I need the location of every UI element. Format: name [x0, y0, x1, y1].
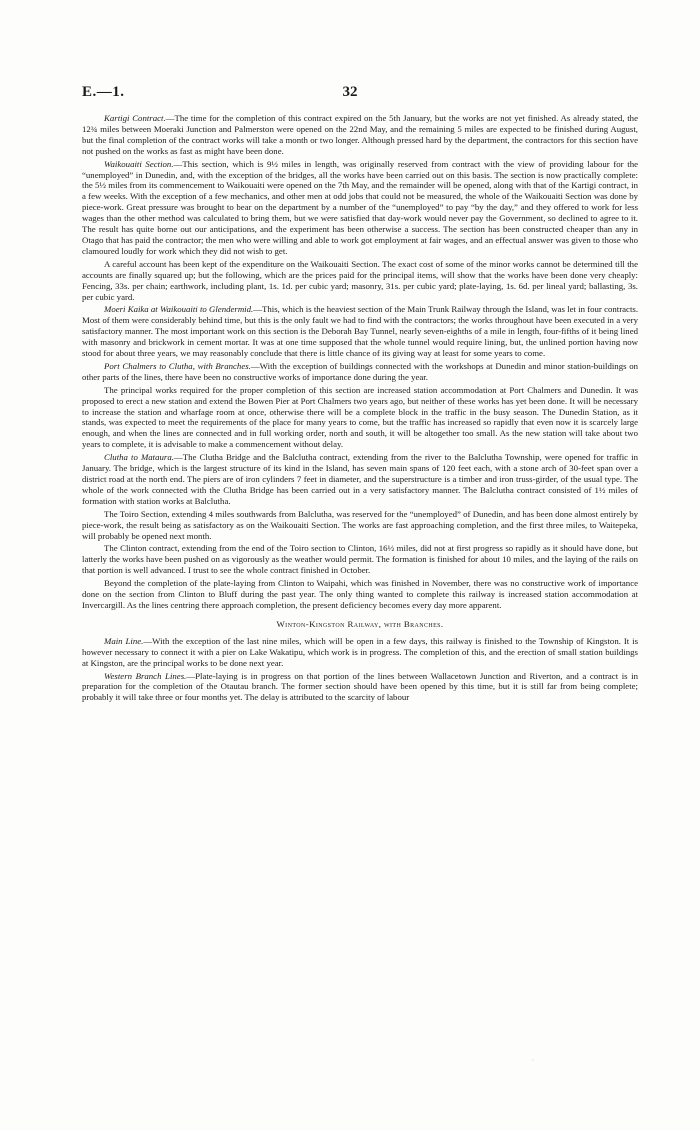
paragraph-text: —With the exception of buildings connected with the workshops at Dunedin and minor station-buildings on other parts of the lines, there have been no constructive works of importance done during the year.	[82, 360, 639, 382]
paragraph	[82, 159, 638, 257]
paragraph	[82, 509, 638, 542]
paragraph	[82, 636, 638, 669]
paragraph	[82, 361, 638, 383]
paragraph-text: A careful account has been kept of the expenditure on the Waikouaiti Section. The exact cost of some of the minor works cannot be determined till the accounts are finally squared up; but the following, which are the prices paid for the principal items, will show that the works have been done very cheaply: Fencing, 33s. per chain; earthwork, including plant, 1s. 1d. per cubic yard; masonry, 31s. per cubic yard; plate-laying, 1s. 6d. per lineal yard; ballasting, 3s. per cubic yard.	[82, 258, 638, 302]
paragraph	[82, 578, 638, 611]
paragraph-lead: Kartigi Contract.	[104, 113, 166, 123]
paragraph-lead: Moeri Kaika at Waikouaiti to Glendermid.	[104, 304, 254, 315]
paragraph-text: —This section, which is 9½ miles in length, was originally reserved from contract with the view of providing labour for the “unemployed” in Dunedin, and, with the exception of the bridges, all the works have been carried out on this basis. The section is now practically complete: the 5½ miles from its commencement to Waikouaiti were opened on the 7th May, and the remainder will be opened, along with that of the Kartigi contract, in a few weeks. With the exception of a few mechanics, and other men at odd jobs that could not be measured, the whole of the Waikouaiti Section was done by piece-work. Great pressure was brought to bear on the department by a number of the “unemployed” to pay “by the day,” and they offered to work for less wages than the other method was calculated to bring them, but we were satisfied that day-work would never pay the Government, so declined to agree to it. The result has quite borne out our anticipations, and the experiment has been otherwise a success. The section has been constructed cheaper than any in Otago that has paid the contractor; the men who were willing and able to work got employment at fair wages, and an effectual answer was given to those who clamoured loudly for work which they did not wish to get.	[82, 158, 638, 256]
paragraph-text: —This, which is the heaviest section of the Main Trunk Railway through the Island, was let in four contracts. Most of them were considerably behind time, but this is the only fault we had to find with the contractors; the works throughout have been executed in a very satisfactory manner. The most important work on this section is the Deborah Bay Tunnel, nearly seven-eighths of a mile in length, four-fifths of it being lined with masonry and brickwork in cement mortar. It was at one time supposed that the whole tunnel would require lining, but, the unlined portion having now stood for about three years, we may reasonably conclude that there is little chance of its giving way at least for some years to come.	[82, 304, 639, 359]
document-body	[82, 113, 638, 703]
paragraph-lead: Western Branch Lines.	[104, 670, 187, 681]
paragraph	[82, 671, 638, 704]
paragraph-text: The Clinton contract, extending from the end of the Toiro section to Clinton, 16½ miles, did not at first progress so rapidly as it should have done, but latterly the works have been pushed on as vigorously as the weather would permit. The formation is finished for about 10 miles, and the laying of the rails on that portion is well advanced. I trust to see the whole contract finished in October.	[82, 543, 638, 576]
paragraph-text: —With the exception of the last nine miles, which will be open in a few days, this railway is finished to the Township of Kingston. It is however necessary to connect it with a pier on Lake Wakatipu, which work is in progress. The completion of this, and the erection of small station buildings at Kingston, are the principal works to be done next year.	[82, 635, 638, 668]
paragraph-lead: Waikouaiti Section.	[104, 158, 174, 169]
paragraph	[82, 259, 638, 303]
paragraph	[82, 385, 638, 450]
paragraph	[82, 543, 638, 576]
paragraph-text: Beyond the completion of the plate-laying from Clinton to Waipahi, which was finished in November, there was no constructive work of importance done on the section from Clinton to Bluff during the past year. The only thing wanted to complete this railway is increased station accommodation at Invercargill. As the lines centring there approach completion, the present deficiency becomes every day more apparent.	[82, 578, 638, 610]
paragraph-text: The principal works required for the proper completion of this section are increased station accommodation at Port Chalmers and Dunedin. It was proposed to erect a new station and extend the Bowen Pier at Port Chalmers two years ago, but neither of these works has yet been done. It will be necessary to increase the station and wharfage room at once, otherwise there will be a complete block in the traffic in the busy season. The Dunedin Station, as it stands, was expected to meet the requirements of the place for many years to come, but the traffic has increased so rapidly that even now it is scarcely large enough, and when the lines are connected and in full working order, north and south, it will be altogether too small. As the new station will take about two years to complete, it is advisable to make a commencement without delay.	[82, 384, 638, 450]
page-header	[0, 84, 700, 106]
paragraph-lead: Main Line.	[104, 635, 144, 646]
paragraph-lead: Port Chalmers to Clutha, with Branches.	[104, 360, 251, 371]
paragraph-text: —The time for the completion of this contract expired on the 5th January, but the works are not yet finished. As already stated, the 12¾ miles between Moeraki Junction and Palmerston were opened on the 22nd May, and the remaining 5 miles are expected to be finished during August, but the final completion of the contract works will take a month or two longer. Although pressed hard by the department, the contractors for this section have not pushed on the works as fast as might have been done.	[82, 113, 638, 156]
section-heading: Winton-Kingston Railway, with Branches.	[276, 618, 444, 629]
document-reference: E.—1.	[82, 84, 125, 100]
paragraph	[82, 113, 638, 157]
paragraph	[82, 452, 638, 507]
paragraph-text: The Toiro Section, extending 4 miles southwards from Balclutha, was reserved for the “unemployed” of Dunedin, and has been done almost entirely by piece-work, the result being as satisfactory as on the Waikouaiti Section. The works are fast approaching completion, and the first three miles, to Waitepeka, will probably be opened next month.	[82, 508, 638, 541]
paragraph-lead: Clutha to Mataura.	[104, 452, 174, 463]
paragraph	[82, 304, 638, 359]
paragraph-text: —The Clutha Bridge and the Balclutha contract, extending from the river to the Balclutha Township, were opened for traffic in January. The bridge, which is the largest structure of its kind in the Island, has seven main spans of 120 feet each, with a stone arch of 30-feet span over a district road at the north end. The piers are of iron cylinders 7 feet in diameter, and the superstructure is a timber and iron truss-girder, of the usual type. The whole of the work connected with the Clutha Bridge has been carried out in a very satisfactory manner. The Balclutha contract consisted of 1½ miles of formation with station works at Balclutha.	[82, 452, 638, 506]
paragraph-text: —Plate-laying is in progress on that portion of the lines between Wallacetown Junction and Riverton, and a contract is in preparation for the completion of the Otautau branch. The former section should have been opened by this time, but it is still far from being complete; probably it will take three or four months yet. The delay is attributed to the scarcity of labour	[82, 670, 638, 703]
page-number: 32	[342, 84, 358, 100]
scan-speck: ·	[532, 1058, 534, 1064]
